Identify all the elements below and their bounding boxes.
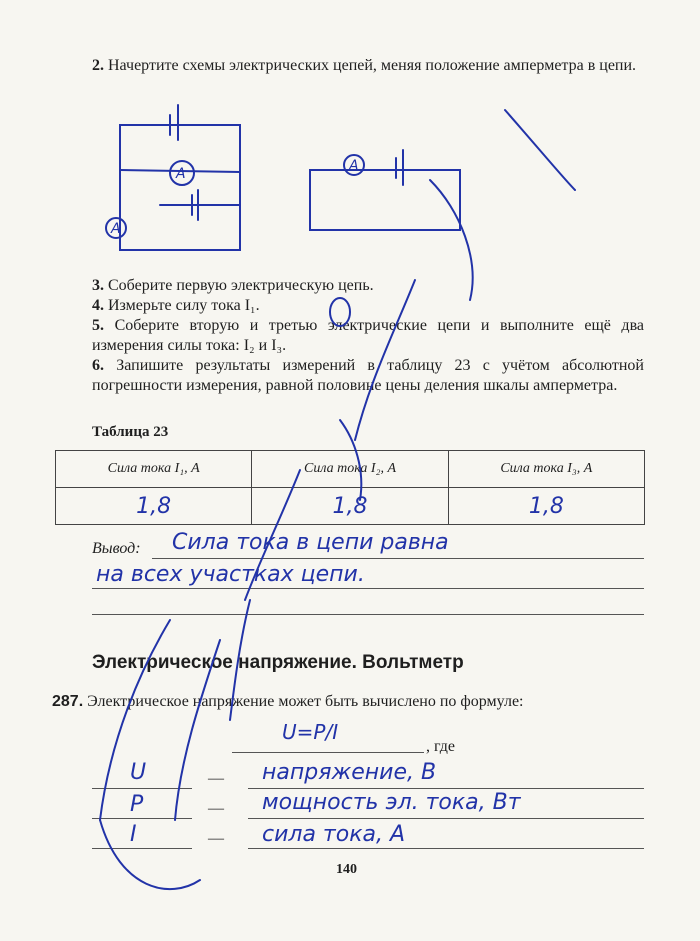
definition-symbol-p: P <box>130 792 144 817</box>
def-rule-symbol-2 <box>92 818 192 819</box>
table-value-i3: 1,8 <box>448 488 644 525</box>
step-4-text: Измерьте силу тока I₁. <box>108 297 260 314</box>
table-title: Таблица 23 <box>92 424 169 440</box>
definition-meaning-p: мощность эл. тока, Вт <box>262 790 521 815</box>
task-2-text: Начертите схемы электрических цепей, меняя положение амперметра в цепи. <box>108 57 637 74</box>
task-287 <box>52 692 652 712</box>
def-rule-symbol-3 <box>92 848 192 849</box>
section-heading: Электрическое напряжение. Вольтметр <box>92 652 464 673</box>
step-5 <box>92 316 644 356</box>
page-number: 140 <box>336 862 357 877</box>
conclusion-line-1: Сила тока в цепи равна <box>172 530 449 555</box>
table-value-i1: 1,8 <box>56 488 252 525</box>
definition-symbol-i: I <box>130 822 137 847</box>
table-header-i1: Сила тока I₁, А <box>56 451 252 488</box>
task-2 <box>92 56 644 76</box>
formula-rule <box>232 752 424 753</box>
step-4 <box>92 296 644 316</box>
table-header-i3: Сила тока I₃, А <box>448 451 644 488</box>
circuit-drawings-svg <box>100 100 640 280</box>
definition-meaning-u: напряжение, В <box>262 760 437 785</box>
step-6-text: Запишите результаты измерений в таблицу 23 с учётом абсолютной погрешности измерения, равной половине цены деления шкалы амперметра. <box>92 357 644 394</box>
definition-dash-1: — <box>208 770 224 787</box>
results-table <box>55 450 645 525</box>
table-header-row <box>56 451 645 488</box>
ammeter-label-3: A <box>349 158 359 174</box>
step-3 <box>92 276 644 296</box>
def-rule-meaning-1 <box>248 788 644 789</box>
table-header-i2: Сила тока I₂, А <box>252 451 448 488</box>
task-2-number: 2. <box>92 57 104 74</box>
definition-dash-3: — <box>208 830 224 847</box>
ammeter-label-2: A <box>111 221 121 237</box>
conclusion-line-2: на всех участках цепи. <box>96 562 365 587</box>
step-6-number: 6. <box>92 357 104 374</box>
def-rule-meaning-2 <box>248 818 644 819</box>
step-3-number: 3. <box>92 277 104 294</box>
steps <box>92 276 644 396</box>
definition-symbol-u: U <box>130 760 147 785</box>
conclusion-rule-3 <box>92 614 644 615</box>
step-4-number: 4. <box>92 297 104 314</box>
conclusion-rule-1 <box>152 558 644 559</box>
task-287-text: Электрическое напряжение может быть вычислено по формуле: <box>87 693 524 710</box>
definition-meaning-i: сила тока, А <box>262 822 406 847</box>
table-row <box>56 488 645 525</box>
step-6 <box>92 356 644 396</box>
conclusion-rule-2 <box>92 588 644 589</box>
conclusion-label: Вывод: <box>92 540 141 557</box>
ammeter-label-1: A <box>176 166 186 182</box>
table-value-i2: 1,8 <box>252 488 448 525</box>
task-287-number: 287. <box>52 693 84 710</box>
def-rule-symbol-1 <box>92 788 192 789</box>
step-5-number: 5. <box>92 317 104 334</box>
formula: U=P/I <box>282 720 339 744</box>
step-5-text: Соберите вторую и третью электрические цепи и выполните ещё два измерения силы тока: I₂ и I₃. <box>92 317 645 354</box>
definition-dash-2: — <box>208 800 224 817</box>
formula-where: , где <box>426 738 456 755</box>
step-3-text: Соберите первую электрическую цепь. <box>108 277 374 294</box>
def-rule-meaning-3 <box>248 848 644 849</box>
circuit-drawings <box>100 100 640 280</box>
